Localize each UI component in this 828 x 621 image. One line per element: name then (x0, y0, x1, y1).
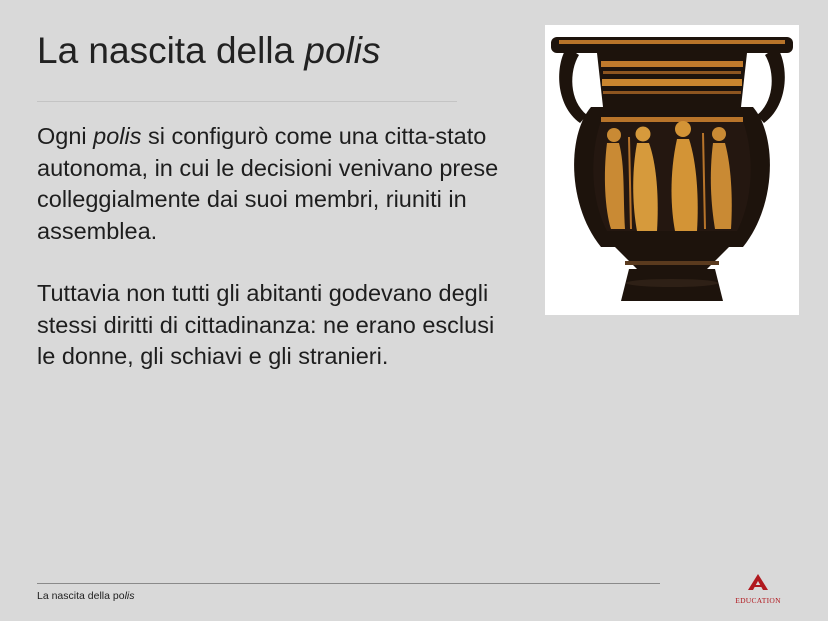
greek-vase-icon (545, 25, 799, 315)
mondadori-a-icon (747, 574, 769, 590)
title-divider (37, 101, 457, 102)
paragraph-1-italic: polis (93, 123, 142, 149)
slide-title-text: La nascita della (37, 30, 305, 71)
footer-title-text: La nascita della po (37, 590, 125, 602)
paragraph-1-start: Ogni (37, 123, 94, 149)
footer-divider (37, 583, 660, 584)
publisher-logo (730, 574, 786, 604)
paragraph-polis (37, 121, 507, 247)
paragraph-cittadinanza: Tuttavia non tutti gli abitanti godevano degli stessi diritti di cittadinanza: ne erano esclusi le donne, gli schiavi e gli stranieri. (37, 280, 495, 369)
paragraph-1-rest: si configurò come una citta-stato autonoma, in cui le decisioni venivano prese colleggialmente dai suoi membri, riuniti in assemblea. (37, 123, 499, 244)
footer-title (37, 590, 135, 602)
logo-text: EDUCATION (735, 596, 781, 605)
slide-body (37, 121, 507, 404)
slide-title (37, 30, 381, 72)
slide-title-italic: polis (304, 30, 381, 71)
footer-title-italic: lis (124, 590, 135, 602)
vase-photo (545, 25, 799, 315)
